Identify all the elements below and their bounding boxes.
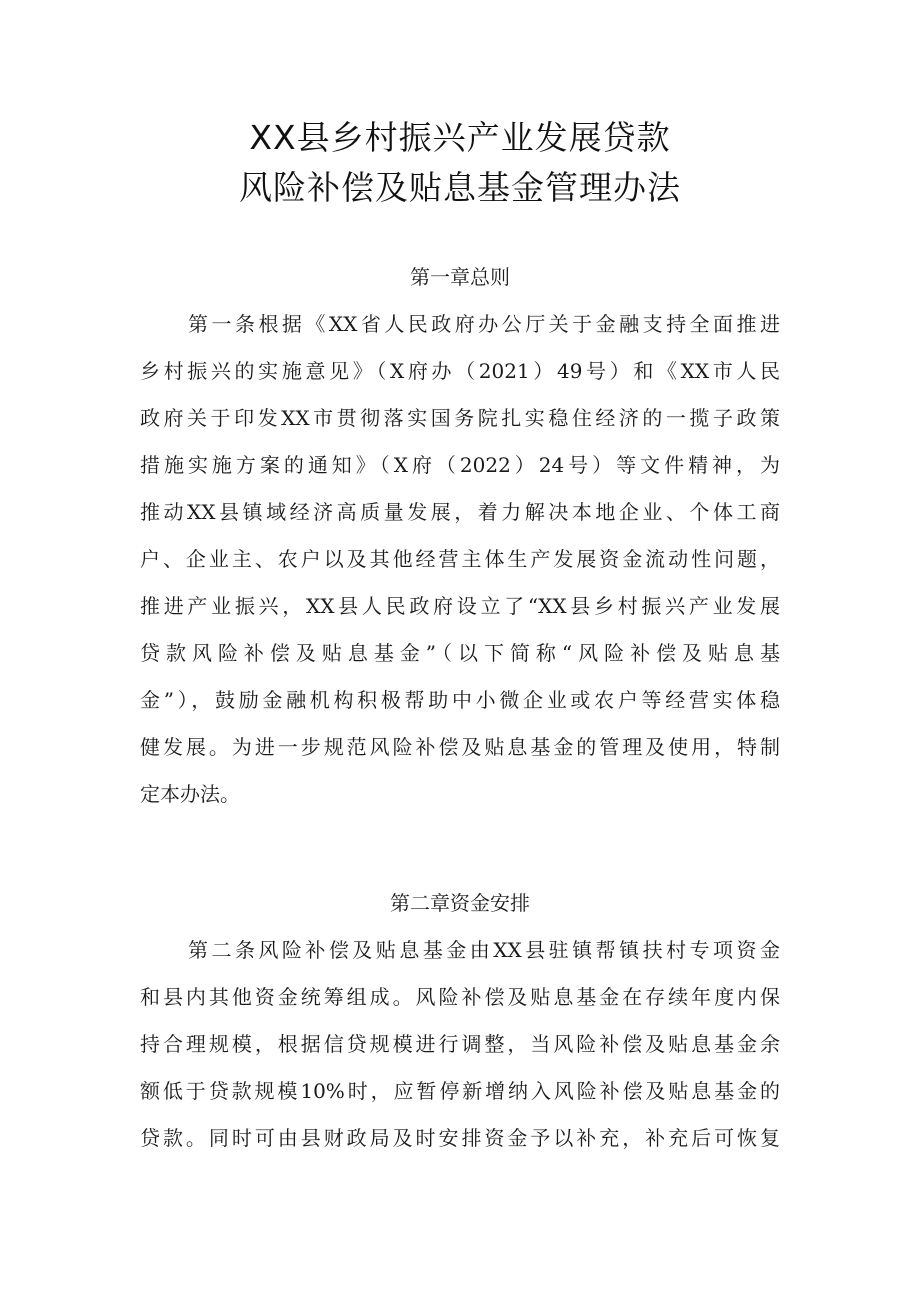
chapter-2-text-line: 贷款。同时可由县财政局及时安排资金予以补充，补充后可恢复 [140,1126,780,1150]
chapter-2-text-line: 和县内其他资金统筹组成。风险补偿及贴息基金在存续年度内保 [140,985,780,1009]
chapter-1-text-line: 定本办法。 [140,782,240,806]
chapter-1-text-line: 措施实施方案的通知》（X府（2022）24号）等文件精神，为 [140,453,780,477]
chapter-2-text-line: 额低于贷款规模10%时，应暂停新增纳入风险补偿及贴息基金的 [140,1079,780,1103]
chapter-1-text-line: 政府关于印发XX市贯彻落实国务院扎实稳住经济的一揽子政策 [140,406,780,430]
chapter-1-text-line: 第一条根据《XX省人民政府办公厅关于金融支持全面推进 [188,312,780,336]
chapter-1-text-line: 推动XX县镇域经济高质量发展，着力解决本地企业、个体工商 [140,500,780,524]
chapter-2-text-line: 持合理规模，根据信贷规模进行调整，当风险补偿及贴息基金余 [140,1032,780,1056]
chapter-1-text-line: 乡村振兴的实施意见》（X府办（2021）49号）和《XX市人民 [140,359,780,383]
chapter-1-text-line: 贷款风险补偿及贴息基金”（以下简称“风险补偿及贴息基 [140,641,780,665]
chapter-1-heading: 第一章总则 [410,265,510,289]
chapter-1-text-line: 推进产业振兴，XX县人民政府设立了“XX县乡村振兴产业发展 [140,594,780,618]
chapter-1-text-line: 户、企业主、农户以及其他经营主体生产发展资金流动性问题， [140,547,780,571]
document-title-line-2: 风险补偿及贴息基金管理办法 [239,168,681,207]
document-title-line-1: XX县乡村振兴产业发展贷款 [249,118,671,157]
chapter-2-text-line: 第二条风险补偿及贴息基金由XX县驻镇帮镇扶村专项资金 [188,938,780,962]
chapter-1-text-line: 健发展。为进一步规范风险补偿及贴息基金的管理及使用，特制 [140,735,780,759]
chapter-1-text-line: 金”），鼓励金融机构积极帮助中小微企业或农户等经营实体稳 [140,688,780,712]
chapter-2-heading: 第二章资金安排 [390,891,530,915]
